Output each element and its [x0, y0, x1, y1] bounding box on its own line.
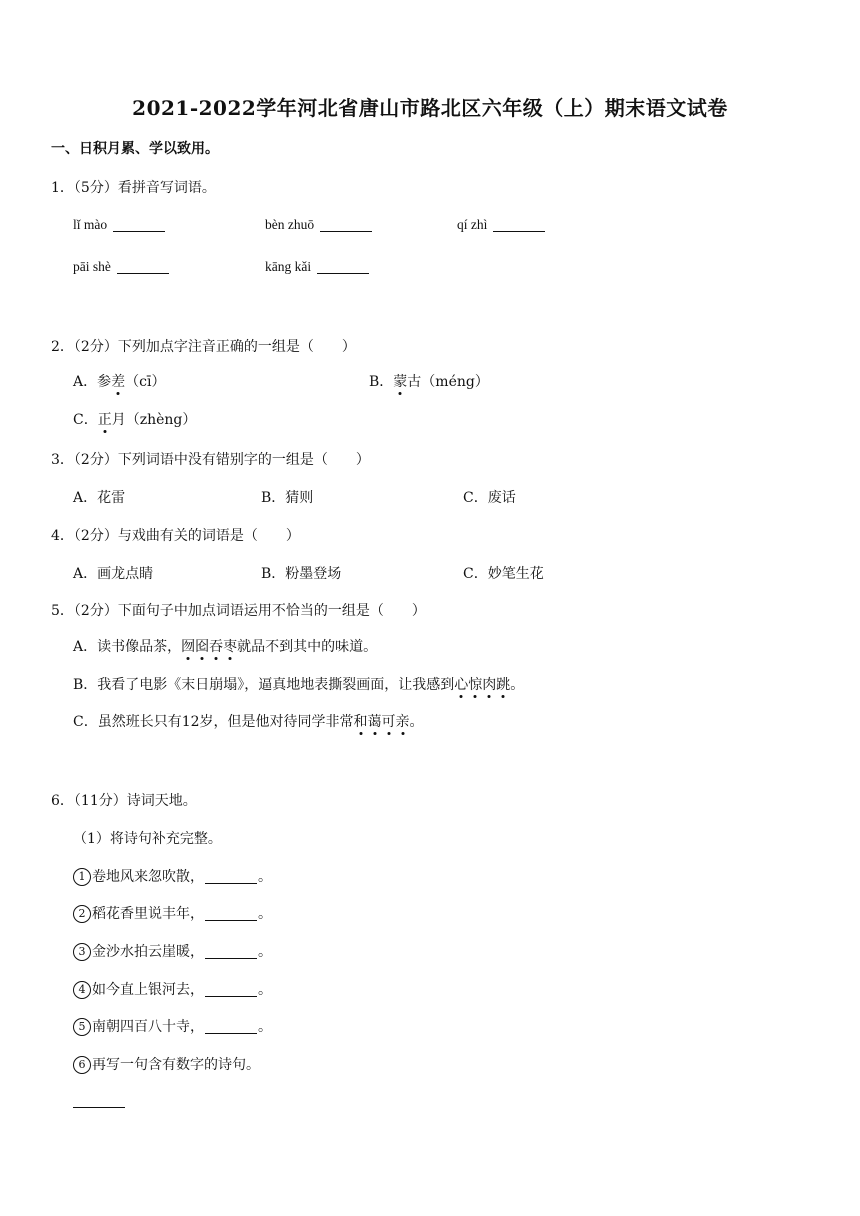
- option-text: C．虽然班长只有12岁，但是他对待同学非常: [73, 714, 354, 730]
- option-text: B．我看了电影《末日崩塌》，逼真地地表撕裂画面，让我感到: [73, 677, 455, 693]
- circled-number: 1: [73, 868, 91, 886]
- option-text: （cī）: [125, 374, 166, 390]
- poem-end: 。: [258, 1019, 272, 1035]
- option-a[interactable]: [73, 636, 377, 656]
- option-text: C．: [73, 412, 98, 428]
- poem-line: [73, 903, 272, 923]
- option-c[interactable]: C．废话: [463, 490, 516, 506]
- poem-text: 稻花香里说丰年，: [92, 906, 204, 922]
- answer-blank[interactable]: [320, 217, 372, 232]
- pinyin-text: bèn zhuō: [265, 217, 315, 232]
- pinyin-item: [73, 217, 165, 233]
- option-text: 。: [409, 714, 424, 730]
- option-b[interactable]: [369, 371, 489, 391]
- option-a[interactable]: [73, 371, 165, 391]
- poem-line: [73, 866, 272, 886]
- answer-blank[interactable]: [317, 259, 369, 274]
- pinyin-item: [457, 217, 545, 233]
- poem-text: 再写一句含有数字的诗句。: [92, 1057, 260, 1073]
- dotted-char: 吞: [209, 636, 223, 656]
- answer-blank[interactable]: [205, 944, 257, 959]
- exam-title: 2021-2022学年河北省唐山市路北区六年级（上）期末语文试卷: [132, 96, 728, 120]
- answer-blank[interactable]: [205, 982, 257, 997]
- dotted-char: 蒙: [393, 371, 407, 391]
- option-text: A．参: [73, 374, 112, 390]
- dotted-char: 可: [382, 711, 396, 731]
- answer-blank[interactable]: [205, 869, 257, 884]
- option-b[interactable]: B．粉墨登场: [261, 566, 342, 582]
- circled-number: 3: [73, 943, 91, 961]
- poem-line: [73, 1054, 260, 1074]
- dotted-char: 蔼: [368, 711, 382, 731]
- section-heading: 一、日积月累、学以致用。: [51, 141, 219, 157]
- dotted-char: 肉: [482, 674, 496, 694]
- pinyin-item: [265, 259, 369, 275]
- dotted-char: 枣: [223, 636, 237, 656]
- answer-blank[interactable]: [205, 1019, 257, 1034]
- answer-blank[interactable]: [73, 1093, 125, 1112]
- dotted-char: 囫: [181, 636, 195, 656]
- dotted-char: 差: [111, 371, 125, 391]
- dotted-char: 囵: [195, 636, 209, 656]
- option-text: 就品不到其中的味道。: [237, 639, 378, 655]
- answer-blank[interactable]: [117, 259, 169, 274]
- poem-text: 南朝四百八十寺，: [92, 1019, 204, 1035]
- answer-blank[interactable]: [493, 217, 545, 232]
- question-2-stem: 2．（2分）下列加点字注音正确的一组是（ ）: [51, 339, 356, 355]
- dotted-char: 亲: [396, 711, 410, 731]
- question-3-stem: 3．（2分）下列词语中没有错别字的一组是（ ）: [51, 452, 370, 468]
- pinyin-text: kāng kǎi: [265, 259, 312, 274]
- option-c[interactable]: C．妙笔生花: [463, 566, 544, 582]
- dotted-char: 心: [454, 674, 468, 694]
- pinyin-text: qí zhì: [457, 217, 488, 232]
- pinyin-item: [265, 217, 372, 233]
- option-text: B．: [369, 374, 394, 390]
- circled-number: 5: [73, 1018, 91, 1036]
- pinyin-text: lǐ mào: [73, 217, 108, 232]
- option-a[interactable]: A．画龙点睛: [73, 566, 154, 582]
- option-text: 古（méng）: [407, 374, 489, 390]
- pinyin-item: [73, 259, 169, 275]
- option-c[interactable]: [73, 409, 196, 429]
- circled-number: 2: [73, 905, 91, 923]
- option-c[interactable]: [73, 711, 424, 731]
- answer-blank[interactable]: [205, 906, 257, 921]
- poem-end: 。: [258, 944, 272, 960]
- option-b[interactable]: [73, 674, 524, 694]
- option-text: A．读书像品茶，: [73, 639, 182, 655]
- question-1-stem: 1．（5分）看拼音写词语。: [51, 180, 216, 196]
- poem-text: 如今直上银河去，: [92, 982, 204, 998]
- poem-line: [73, 979, 272, 999]
- poem-text: 卷地风来忽吹散，: [92, 869, 204, 885]
- option-a[interactable]: A．花雷: [73, 490, 126, 506]
- dotted-char: 跳: [496, 674, 510, 694]
- option-text: 。: [510, 677, 525, 693]
- circled-number: 6: [73, 1056, 91, 1074]
- poem-end: 。: [258, 982, 272, 998]
- poem-line: [73, 941, 272, 961]
- poem-text: 金沙水拍云崖暖，: [92, 944, 204, 960]
- dotted-char: 正: [98, 409, 112, 429]
- option-text: 月（zhèng）: [111, 412, 197, 428]
- dotted-char: 惊: [468, 674, 482, 694]
- answer-blank[interactable]: [113, 217, 165, 232]
- circled-number: 4: [73, 981, 91, 999]
- question-5-stem: 5．（2分）下面句子中加点词语运用不恰当的一组是（ ）: [51, 603, 426, 619]
- sub-question-1: （1）将诗句补充完整。: [73, 831, 222, 847]
- question-4-stem: 4．（2分）与戏曲有关的词语是（ ）: [51, 528, 300, 544]
- question-6-stem: 6．（11分）诗词天地。: [51, 793, 197, 809]
- option-b[interactable]: B．猜则: [261, 490, 314, 506]
- dotted-char: 和: [354, 711, 368, 731]
- poem-end: 。: [258, 869, 272, 885]
- pinyin-text: pāi shè: [73, 259, 111, 274]
- poem-end: 。: [258, 906, 272, 922]
- poem-line: [73, 1016, 272, 1036]
